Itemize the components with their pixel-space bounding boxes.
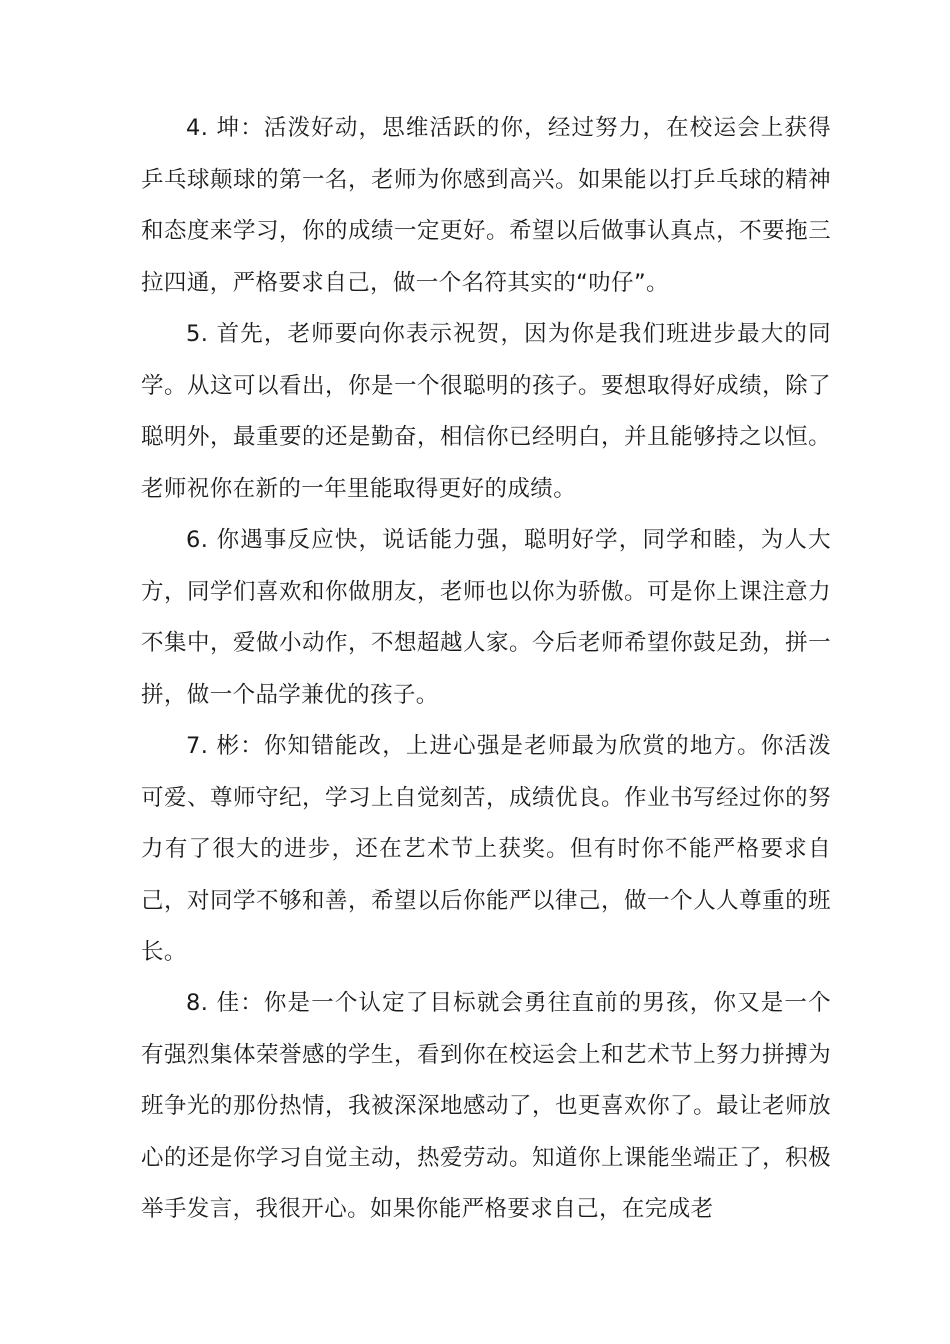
comment-paragraph-7: 7. 彬：你知错能改，上进心强是老师最为欣赏的地方。你活泼可爱、尊师守纪，学习上自觉刻苦，成绩优良。作业书写经过你的努力有了很大的进步，还在艺术节上获奖。但有时你不能严格要求自己，对同学不够和善，希望以后你能严以律己，做一个人人尊重的班长。 bbox=[141, 733, 831, 965]
comment-paragraph-5: 5. 首先，老师要向你表示祝贺，因为你是我们班进步最大的同学。从这可以看出，你是一个很聪明的孩子。要想取得好成绩，除了聪明外，最重要的还是勤奋，相信你已经明白，并且能够持之以恒。老师祝你在新的一年里能取得更好的成绩。 bbox=[141, 321, 831, 502]
comment-paragraph-6: 6. 你遇事反应快，说话能力强，聪明好学，同学和睦，为人大方，同学们喜欢和你做朋友，老师也以你为骄傲。可是你上课注意力不集中，爱做小动作，不想超越人家。今后老师希望你鼓足劲，拼一拼，做一个品学兼优的孩子。 bbox=[141, 527, 831, 708]
comment-paragraph-8: 8. 佳：你是一个认定了目标就会勇往直前的男孩，你又是一个有强烈集体荣誉感的学生，看到你在校运会上和艺术节上努力拼搏为班争光的那份热情，我被深深地感动了，也更喜欢你了。最让老师放心的还是你学习自觉主动，热爱劳动。知道你上课能坐端正了，积极举手发言，我很开心。如果你能严格要求自己，在完成老 bbox=[141, 990, 831, 1222]
comment-paragraph-4: 4. 坤：活泼好动，思维活跃的你，经过努力，在校运会上获得乒乓球颠球的第一名，老师为你感到高兴。如果能以打乒乓球的精神和态度来学习，你的成绩一定更好。希望以后做事认真点，不要拖三拉四通，严格要求自己，做一个名符其实的“叻仔”。 bbox=[141, 115, 831, 296]
